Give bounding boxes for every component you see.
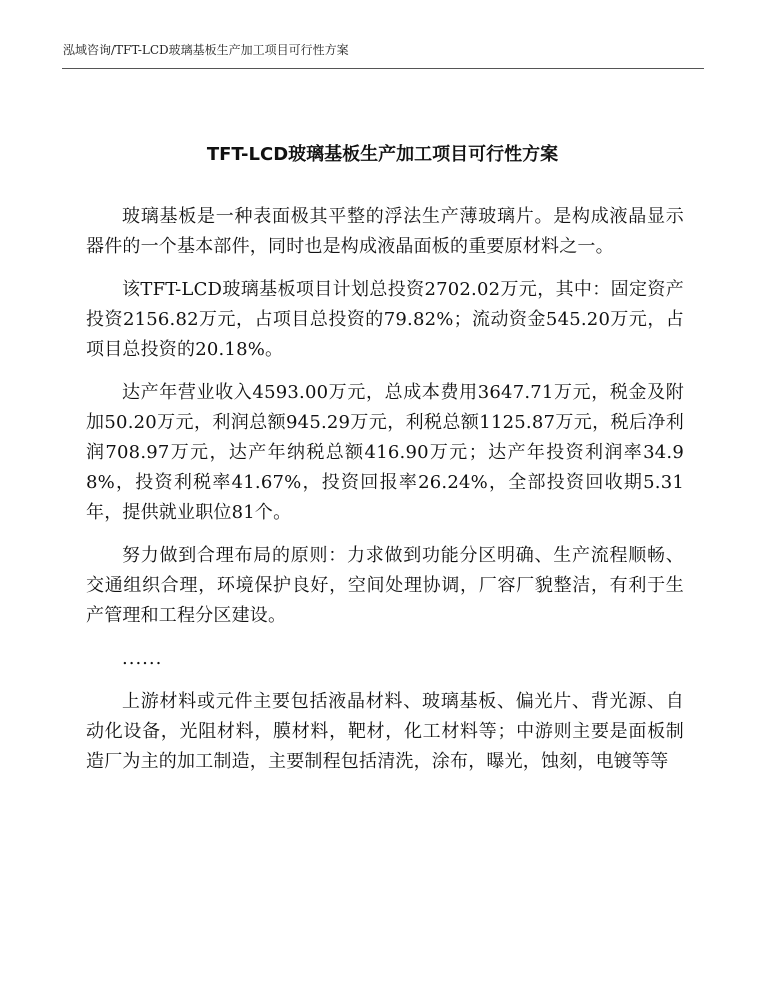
paragraph-layout-principle: 努力做到合理布局的原则：力求做到功能分区明确、生产流程顺畅、交通组织合理，环境保护良好，空间处理协调，厂容厂貌整洁，有利于生产管理和工程分区建设。: [86, 545, 684, 626]
paragraph-financials: 达产年营业收入4593.00万元，总成本费用3647.71万元，税金及附加50.20万元，利润总额945.29万元，利税总额1125.87万元，税后净利润708.97万元，达产年纳税总额416.90万元；达产年投资利润率34.98%，投资利税率41.67%，投资回报率26.24%，全部投资回收期5.31年，提供就业职位81个。: [86, 382, 684, 523]
paragraph-investment: 该TFT-LCD玻璃基板项目计划总投资2702.02万元，其中：固定资产投资2156.82万元，占项目总投资的79.82%；流动资金545.20万元，占项目总投资的20.18%。: [86, 279, 684, 360]
header-divider: [62, 68, 704, 69]
paragraph-industry-chain: 上游材料或元件主要包括液晶材料、玻璃基板、偏光片、背光源、自动化设备，光阻材料，膜材料，靶材，化工材料等；中游则主要是面板制造厂为主的加工制造，主要制程包括清洗，涂布，曝光，蚀刻，电镀等等: [86, 691, 684, 772]
running-header: 泓域咨询/TFT-LCD玻璃基板生产加工项目可行性方案: [63, 43, 349, 57]
paragraph-glass-substrate-intro: 玻璃基板是一种表面极其平整的浮法生产薄玻璃片。是构成液晶显示器件的一个基本部件，同时也是构成液晶面板的重要原材料之一。: [86, 206, 684, 257]
document-body: [86, 202, 684, 790]
document-title: TFT-LCD玻璃基板生产加工项目可行性方案: [206, 144, 559, 165]
paragraph-ellipsis: ......: [122, 648, 163, 669]
